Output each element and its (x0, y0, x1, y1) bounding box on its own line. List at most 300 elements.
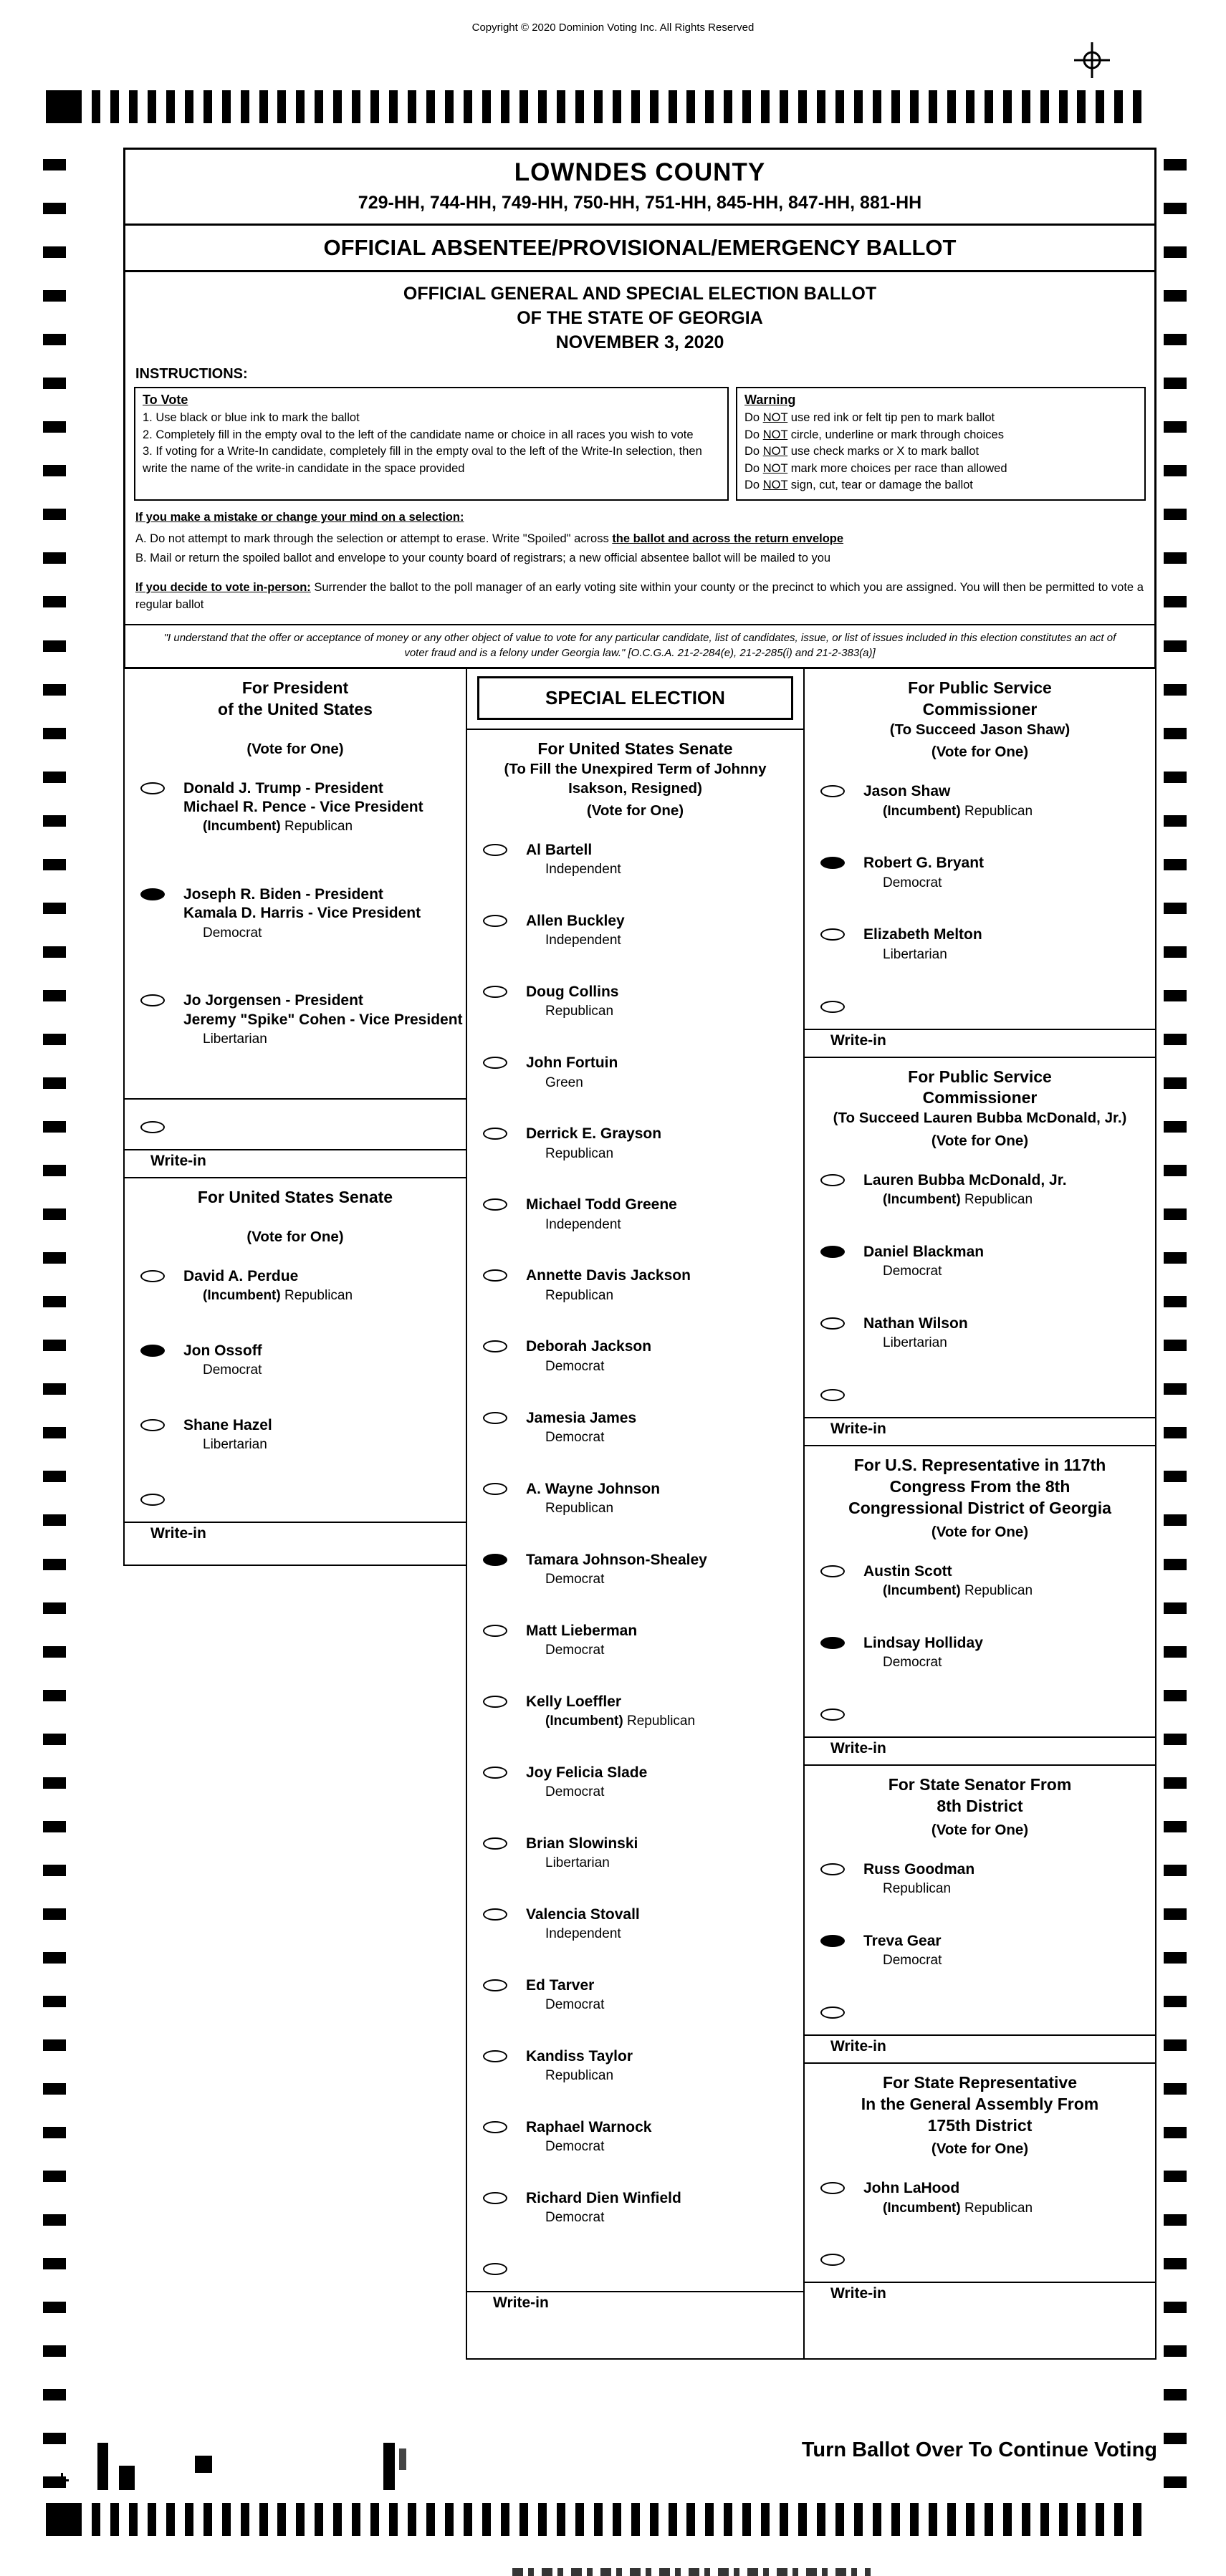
warning-item-prefix: Do (744, 411, 763, 425)
candidate-info (863, 782, 1033, 820)
write-in-oval[interactable] (483, 2263, 507, 2275)
timing-mark (575, 90, 584, 123)
candidate-info (526, 1196, 677, 1233)
timing-mark (43, 596, 66, 607)
timing-mark (43, 1514, 66, 1526)
timing-mark (203, 2503, 212, 2536)
timing-mark (1164, 772, 1187, 783)
timing-mark (1164, 1471, 1187, 1482)
party-name: Republican (627, 1713, 696, 1729)
candidate-info (526, 841, 621, 878)
timing-mark (43, 990, 66, 1001)
contest-header (805, 1766, 1155, 1839)
choice-oval-filled[interactable] (483, 1554, 507, 1566)
candidate-name: Doug Collins (526, 984, 619, 1001)
timing-mark (43, 1165, 66, 1176)
timing-mark (1164, 2302, 1187, 2313)
choice-oval[interactable] (483, 1767, 507, 1779)
timing-mark (835, 2503, 844, 2536)
incumbent-label: (Incumbent) (883, 2200, 964, 2216)
choice-oval[interactable] (483, 844, 507, 856)
write-in-oval[interactable] (820, 1389, 845, 1401)
choice-oval[interactable] (820, 2182, 845, 2194)
timing-mark (1040, 2503, 1049, 2536)
timing-mark (43, 159, 66, 170)
choice-oval[interactable] (820, 1317, 845, 1330)
choice-oval-filled[interactable] (820, 1637, 845, 1649)
write-in-row (805, 1386, 1155, 1401)
candidate-name: Elizabeth Melton (863, 926, 982, 943)
timing-mark (43, 1034, 66, 1045)
contest-title-line: For State Senator From (888, 1774, 1072, 1794)
timing-mark (1164, 1121, 1187, 1133)
timing-mark (985, 2503, 993, 2536)
candidate-party (883, 1583, 1033, 1600)
timing-mark (1077, 90, 1086, 123)
choice-oval[interactable] (483, 915, 507, 927)
timing-mark (43, 1646, 66, 1658)
candidate-party (545, 1714, 695, 1730)
timing-mark (1164, 246, 1187, 258)
contest-header (805, 1446, 1155, 1541)
write-in-separator-line (125, 1098, 466, 1100)
candidate-info (183, 1342, 262, 1379)
contest-title-line: 8th District (937, 1796, 1023, 1815)
timing-mark (352, 2503, 360, 2536)
candidate-row (805, 1315, 1155, 1352)
candidate-row (805, 782, 1155, 820)
candidate-row (467, 1905, 803, 1943)
warning-item-text: use check marks or X to mark ballot (787, 445, 980, 458)
choice-oval-filled[interactable] (820, 1935, 845, 1947)
write-in-oval[interactable] (820, 1001, 845, 1013)
candidate-row (467, 1125, 803, 1162)
timing-mark (742, 2503, 751, 2536)
choice-oval[interactable] (140, 1270, 165, 1282)
candidate-party (883, 2201, 1033, 2217)
choice-oval[interactable] (483, 1128, 507, 1140)
contest-title-line: Commissioner (922, 1088, 1038, 1107)
timing-mark (1164, 1427, 1187, 1438)
candidate-party: Republican (545, 1145, 614, 1161)
contest-header (805, 2064, 1155, 2158)
candidate-info (183, 779, 423, 835)
choice-oval[interactable] (483, 1837, 507, 1850)
timing-mark (538, 90, 547, 123)
timing-mark (464, 2503, 472, 2536)
timing-mark (929, 90, 937, 123)
vote-for-instruction: (Vote for One) (931, 2140, 1029, 2158)
write-in-row (805, 998, 1155, 1013)
choice-oval[interactable] (483, 1908, 507, 1921)
candidate-row (467, 2189, 803, 2226)
candidate-party (203, 819, 423, 835)
candidate-info (526, 1622, 637, 1659)
candidate-name: Al Bartell (526, 842, 593, 859)
write-in-label: Write-in (830, 2285, 886, 2302)
timing-mark (43, 1121, 66, 1133)
warning-item-text: use red ink or felt tip pen to mark ballot (787, 411, 995, 425)
fraud-notice: "I understand that the offer or acceptance of money or any other object of value to vote for any particular candidate, list of candidates, issue, or list of issues included in this election constitutes an act of voter fraud and is a felony under Georgia law." [O.C.G.A. 21-2-284(e), 21-2-285(i) and 21-2-383(a)] (125, 624, 1154, 667)
candidate-info (183, 885, 421, 941)
candidate-row (805, 1243, 1155, 1280)
timing-mark (873, 90, 881, 123)
timing-mark (43, 509, 66, 520)
timing-mark (92, 2503, 100, 2536)
candidate-name: Michael R. Pence - Vice President (183, 799, 423, 815)
candidate-name: Raphael Warnock (526, 2118, 652, 2135)
timing-mark (686, 90, 695, 123)
candidate-row (467, 1267, 803, 1304)
timing-mark (43, 1734, 66, 1745)
timing-mark (1164, 1034, 1187, 1045)
contest-psc-shaw (805, 669, 1155, 1057)
election-title-line: NOVEMBER 3, 2020 (555, 332, 724, 352)
candidate-party: Republican (883, 1880, 952, 1896)
ballot-column-middle (466, 669, 805, 2360)
contest-title-line: For United States Senate (197, 1187, 393, 1206)
timing-mark (43, 1996, 66, 2007)
timing-mark (464, 90, 472, 123)
candidate-row (125, 1267, 466, 1304)
write-in-oval[interactable] (140, 1121, 165, 1133)
timing-mark (501, 2503, 509, 2536)
timing-mark (985, 90, 993, 123)
timing-mark (1164, 1777, 1187, 1789)
candidate-info (863, 1932, 942, 1969)
candidate-name: Jo Jorgensen - President (183, 992, 363, 1009)
timing-mark (46, 90, 82, 123)
timing-mark (1164, 1340, 1187, 1351)
timing-mark (1164, 2389, 1187, 2400)
candidate-info (863, 2179, 1033, 2216)
warning-item (744, 461, 1137, 477)
candidate-info (526, 1267, 691, 1304)
candidate-info (526, 1835, 638, 1872)
timing-mark (557, 90, 565, 123)
contest-subtitle-line: (To Succeed Lauren Bubba McDonald, Jr.) (833, 1110, 1127, 1127)
ballot-column-left (123, 669, 467, 1566)
candidate-party: Democrat (883, 1264, 942, 1279)
calibration-bar-icon (97, 2443, 108, 2490)
candidate-name: Deborah Jackson (526, 1338, 652, 1355)
candidate-name: Jason Shaw (863, 783, 951, 800)
party-name: Republican (284, 1287, 353, 1303)
vote-for-instruction: (Vote for One) (931, 1132, 1029, 1149)
calibration-bar-icon (195, 2456, 212, 2473)
timing-mark (1164, 728, 1187, 739)
candidate-name: Jeremy "Spike" Cohen - Vice President (183, 1011, 463, 1028)
candidate-row (467, 1337, 803, 1375)
candidate-name: Jon Ossoff (183, 1342, 262, 1359)
choice-oval[interactable] (140, 1419, 165, 1431)
contest-psc-mcdonald (805, 1057, 1155, 1446)
timing-mark (426, 2503, 435, 2536)
choice-oval[interactable] (820, 1174, 845, 1186)
candidate-info (526, 912, 625, 949)
timing-mark (631, 90, 640, 123)
contest-title-line: For Public Service (908, 1067, 1052, 1086)
candidate-row (805, 2179, 1155, 2216)
candidate-name: Russ Goodman (863, 1860, 975, 1878)
mistake-item-a-text: A. Do not attempt to mark through the selection or attempt to erase. Write "Spoiled" across (135, 532, 613, 546)
timing-mark (43, 1952, 66, 1964)
timing-mark (1164, 552, 1187, 564)
timing-mark (1164, 1559, 1187, 1570)
choice-oval-filled[interactable] (820, 1246, 845, 1258)
contest-header (805, 669, 1155, 761)
instructions-boxes (125, 387, 1154, 501)
timing-mark (1059, 90, 1068, 123)
timing-mark (669, 90, 677, 123)
timing-marks-right (1164, 159, 1187, 2489)
write-in-oval[interactable] (820, 1708, 845, 1721)
election-title-line: OFFICIAL GENERAL AND SPECIAL ELECTION BALLOT (403, 284, 877, 304)
timing-mark (43, 1383, 66, 1395)
timing-mark (519, 90, 528, 123)
choice-oval[interactable] (140, 994, 165, 1006)
timing-mark (1164, 2083, 1187, 2095)
contest-president (125, 669, 466, 1177)
timing-mark (1164, 859, 1187, 870)
candidate-row (467, 1764, 803, 1801)
timing-mark (538, 2503, 547, 2536)
timing-mark (43, 421, 66, 433)
choice-oval[interactable] (483, 2121, 507, 2133)
candidate-party: Libertarian (203, 1031, 267, 1047)
candidate-info (183, 991, 463, 1047)
candidate-info (526, 1054, 618, 1091)
timing-mark (43, 1908, 66, 1920)
timing-mark (1164, 1952, 1187, 1964)
contest-title-line: 175th District (927, 2115, 1033, 2135)
candidate-info (863, 1243, 984, 1280)
candidate-name: Derrick E. Grayson (526, 1125, 662, 1143)
write-in-oval[interactable] (820, 2254, 845, 2266)
timing-mark (1164, 2039, 1187, 2051)
timing-mark (43, 2171, 66, 2182)
timing-mark (43, 2345, 66, 2357)
write-in-label: Write-in (830, 1032, 886, 1049)
candidate-info (863, 1860, 974, 1898)
timing-mark (315, 90, 323, 123)
candidate-info (526, 2118, 651, 2156)
timing-mark (389, 90, 398, 123)
candidate-name: Jamesia James (526, 1409, 637, 1426)
choice-oval[interactable] (483, 1483, 507, 1495)
timing-mark (686, 2503, 695, 2536)
candidate-info (526, 1480, 660, 1517)
timing-mark (910, 2503, 919, 2536)
choice-oval[interactable] (483, 1340, 507, 1352)
candidate-name: Robert G. Bryant (863, 855, 985, 872)
write-in-label: Write-in (493, 2294, 549, 2312)
timing-mark (333, 2503, 342, 2536)
timing-mark (1164, 334, 1187, 345)
choice-oval[interactable] (483, 1625, 507, 1637)
timing-mark (185, 2503, 193, 2536)
candidate-info (863, 854, 984, 891)
timing-mark (1164, 640, 1187, 652)
incumbent-label: (Incumbent) (203, 1287, 284, 1303)
contest-state-rep-175 (805, 2062, 1155, 2310)
timing-mark (910, 90, 919, 123)
timing-mark (43, 2302, 66, 2313)
contest-title-line: For President (241, 678, 349, 697)
choice-oval-filled[interactable] (140, 1345, 165, 1357)
candidate-name: A. Wayne Johnson (526, 1480, 661, 1497)
choice-oval[interactable] (820, 785, 845, 797)
candidate-info (863, 926, 982, 963)
candidate-name: John Fortuin (526, 1054, 618, 1072)
election-title (125, 272, 1154, 359)
timing-mark (613, 2503, 621, 2536)
candidate-info (863, 1562, 1033, 1600)
candidate-row (805, 1562, 1155, 1600)
candidate-name: Nathan Wilson (863, 1315, 968, 1332)
party-name: Republican (964, 1583, 1033, 1599)
candidate-info (526, 1693, 695, 1730)
timing-mark (1096, 2503, 1104, 2536)
incumbent-label: (Incumbent) (883, 803, 964, 819)
candidate-name: Brian Slowinski (526, 1835, 638, 1852)
timing-mark (43, 2214, 66, 2226)
choice-oval[interactable] (820, 1863, 845, 1875)
candidate-info (526, 1764, 647, 1801)
mistake-title: If you make a mistake or change your mind on a selection: (135, 511, 464, 524)
timing-mark (1133, 90, 1141, 123)
timing-mark (835, 90, 844, 123)
timing-mark (798, 90, 807, 123)
timing-mark (1077, 2503, 1086, 2536)
timing-mark (1040, 90, 1049, 123)
candidate-info (526, 1976, 604, 2014)
timing-mark (1164, 946, 1187, 958)
timing-mark (1164, 1690, 1187, 1701)
candidate-name: Matt Lieberman (526, 1622, 638, 1639)
choice-oval[interactable] (483, 1979, 507, 1991)
choice-oval[interactable] (483, 986, 507, 998)
timing-mark (1164, 1252, 1187, 1264)
timing-mark (724, 90, 732, 123)
county-name: LOWNDES COUNTY (514, 158, 766, 186)
timing-mark (1164, 2433, 1187, 2444)
plus-registration-mark (54, 2473, 69, 2487)
contest-title-line: For U.S. Representative in 117th (853, 1456, 1106, 1475)
contest-subtitle-line: (To Fill the Unexpired Term of Johnny (504, 760, 767, 777)
candidate-name: Shane Hazel (183, 1416, 272, 1433)
timing-mark (43, 1865, 66, 1876)
warning-item-text: circle, underline or mark through choices (787, 428, 1004, 441)
candidate-party: Democrat (203, 925, 262, 941)
timing-mark (43, 203, 66, 214)
candidate-row (805, 1860, 1155, 1898)
timing-mark (296, 2503, 305, 2536)
write-in-oval[interactable] (820, 2007, 845, 2019)
timing-mark (43, 684, 66, 696)
warning-box (736, 387, 1146, 501)
choice-oval[interactable] (483, 2050, 507, 2062)
timing-mark (166, 2503, 175, 2536)
timing-mark (594, 2503, 603, 2536)
timing-mark (1114, 2503, 1123, 2536)
copyright-notice: Copyright © 2020 Dominion Voting Inc. All Rights Reserved (471, 21, 755, 34)
candidate-row (805, 854, 1155, 891)
candidate-party: Democrat (883, 1952, 942, 1968)
timing-mark (1164, 509, 1187, 520)
candidate-row (125, 885, 466, 941)
choice-oval[interactable] (483, 1057, 507, 1069)
candidate-name: Valencia Stovall (526, 1905, 640, 1923)
candidate-row (125, 779, 466, 835)
choice-oval-filled[interactable] (820, 857, 845, 869)
in-person-title: If you decide to vote in-person: (135, 581, 311, 595)
timing-mark (631, 2503, 640, 2536)
candidate-info (526, 1409, 636, 1446)
choice-oval[interactable] (483, 2192, 507, 2204)
timing-mark (761, 2503, 770, 2536)
timing-mark (1164, 903, 1187, 914)
timing-mark (46, 2503, 82, 2536)
choice-oval-filled[interactable] (140, 888, 165, 900)
mistake-instructions (125, 501, 1154, 567)
candidate-row (467, 983, 803, 1020)
timing-mark (482, 90, 491, 123)
timing-mark (296, 90, 305, 123)
candidate-info (526, 2189, 681, 2226)
choice-oval[interactable] (483, 1269, 507, 1282)
write-in-label: Write-in (830, 1739, 886, 1756)
candidate-info (526, 1905, 640, 1943)
timing-mark (1164, 1734, 1187, 1745)
write-in-row (467, 2260, 803, 2275)
timing-mark (43, 1602, 66, 1614)
candidate-party: Republican (545, 2068, 614, 2084)
choice-oval[interactable] (483, 1198, 507, 1211)
contest-subtitle-line: (To Succeed Jason Shaw) (889, 721, 1071, 738)
timing-mark (1164, 596, 1187, 607)
choice-oval[interactable] (140, 782, 165, 794)
candidate-row (467, 1480, 803, 1517)
to-vote-item: 2. Completely fill in the empty oval to the left of the candidate name or choice in all races you wish to vote (143, 428, 694, 441)
timing-mark (222, 90, 231, 123)
to-vote-item: 3. If voting for a Write-In candidate, completely fill in the empty oval to the left of the Write-In selection, then write the name of the write-in candidate in the space provided (143, 445, 702, 475)
vote-for-instruction: (Vote for One) (931, 1821, 1029, 1838)
warning-item (744, 410, 1137, 426)
choice-oval[interactable] (820, 1565, 845, 1577)
choice-oval[interactable] (820, 928, 845, 941)
write-in-oval[interactable] (140, 1494, 165, 1506)
timing-mark (650, 2503, 659, 2536)
timing-mark (669, 2503, 677, 2536)
timing-mark (1164, 684, 1187, 696)
choice-oval[interactable] (483, 1412, 507, 1424)
candidate-name: John LaHood (863, 2180, 960, 2197)
timing-mark (1164, 990, 1187, 1001)
special-election-box (467, 669, 803, 730)
candidate-name: Kelly Loeffler (526, 1693, 622, 1710)
candidate-info (183, 1267, 353, 1304)
choice-oval[interactable] (483, 1696, 507, 1708)
timing-mark (1164, 1165, 1187, 1176)
timing-mark (891, 2503, 900, 2536)
candidate-info (526, 1551, 707, 1588)
write-in-row (805, 1706, 1155, 1721)
timing-mark (929, 2503, 937, 2536)
candidate-row (805, 1171, 1155, 1208)
warning-item-prefix: Do (744, 428, 763, 441)
warning-item-prefix: Do (744, 445, 763, 458)
